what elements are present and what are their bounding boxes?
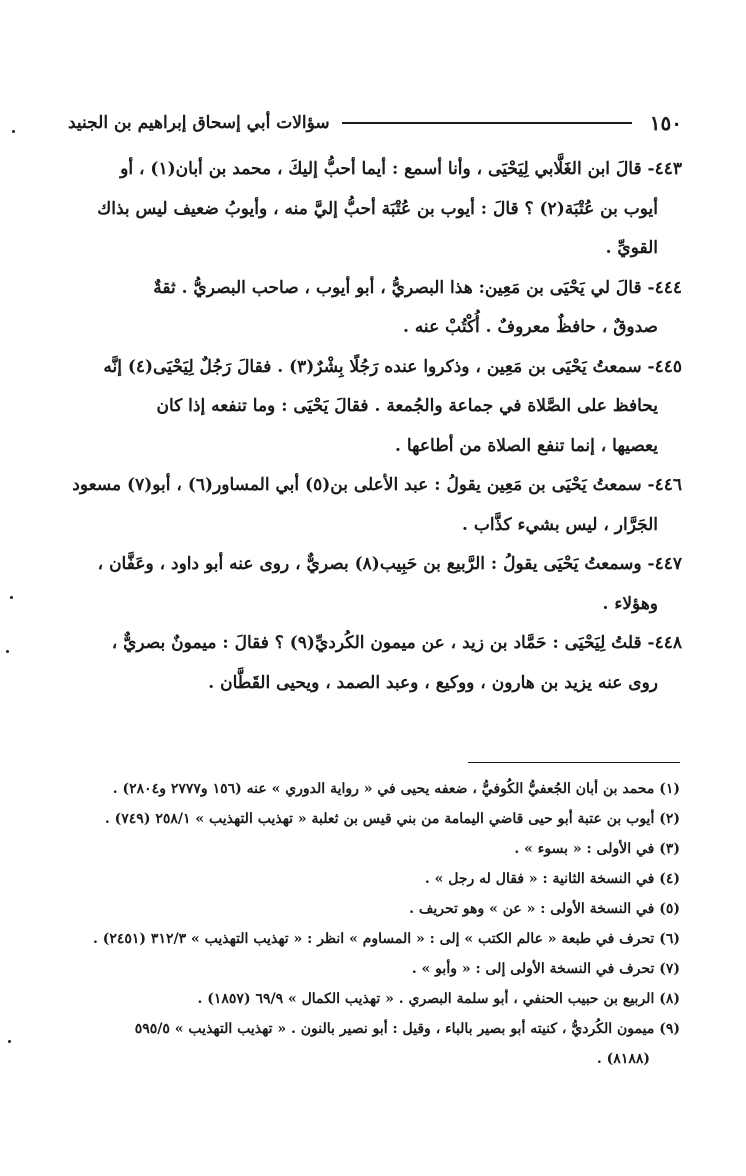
footnote-line: (٨١٨٨) . — [596, 1051, 650, 1067]
footnote-line: (٧) تحرف في النسخة الأولى إلى : « وأبو » . — [411, 961, 680, 977]
scan-speck — [10, 596, 13, 599]
footnote-line: (٦) تحرف في طبعة « عالم الكتب » إلى : « المساوم » انظر : « تهذيب التهذيب » ٣١٢/٣ (٢٤٥١) . — [92, 931, 680, 947]
entry-line: قالَ لي يَحْيَى بن مَعِين: هذا البصريُّ ، أبو أيوب ، صاحب البصريُّ . ثقةٌ — [153, 277, 642, 298]
entry-line: سمعتُ يَحْيَى بن مَعِين ، وذكروا عنده رَجُلًا بِشْرٌ(٣) . فقالَ رَجُلٌ لِيَحْيَى(٤) إنَّه — [103, 356, 642, 377]
entry-number: ٤٤٣- — [647, 159, 682, 179]
entry-446 — [68, 466, 682, 545]
scan-speck — [8, 1040, 11, 1043]
footnote-line: (٤) في النسخة الثانية : « فقال له رجل » . — [424, 871, 680, 887]
footnote-1 — [48, 774, 680, 804]
page-number: ١٥٠ — [649, 111, 682, 135]
entry-448 — [68, 624, 682, 703]
entry-line: قالَ ابن الغَلَّابي لِيَحْيَى ، وأنا أسمع : أيما أحبُّ إليكَ ، محمد بن أبان(١) ، أو — [120, 159, 642, 179]
entry-line: يعصيها ، إنما تنفع الصلاة من أطاعها . — [395, 435, 658, 456]
footnote-2 — [48, 804, 680, 834]
entry-line: الجَرَّار ، ليس بشيء كذَّاب . — [462, 514, 658, 535]
entry-number: ٤٤٥- — [647, 356, 682, 377]
entry-line: صدوقٌ ، حافظٌ معروفٌ . أُكْتُبْ عنه . — [402, 317, 658, 337]
entry-line: وسمعتُ يَحْيَى يقولُ : الرَّبيع بن حَبِيب(٨) بصريٌّ ، روى عنه أبو داود ، وعَفَّان ، — [97, 554, 642, 574]
main-text — [68, 150, 682, 703]
entry-number: ٤٤٤- — [647, 277, 682, 298]
page-header — [68, 108, 682, 138]
entry-447 — [68, 545, 682, 624]
book-title: سؤالات أبي إسحاق إبراهيم بن الجنيد — [68, 113, 330, 133]
footnote-line: (١) محمد بن أبان الجُعفيُّ الكُوفيُّ ، ضعفه يحيى في « رواية الدوري » عنه (١٥٦ و٢٧٧٧ و٢٨٠٤) . — [112, 781, 680, 797]
footnotes — [48, 774, 680, 1074]
footnote-line: (٨) الربيع بن حبيب الحنفي ، أبو سلمة البصري . « تهذيب الكمال » ٦٩/٩ (١٨٥٧) . — [197, 991, 680, 1007]
scan-speck — [6, 650, 9, 653]
footnote-4 — [48, 864, 680, 894]
entry-number: ٤٤٦- — [647, 475, 682, 495]
footnote-line: (٢) أيوب بن عتبة أبو حيى قاضي اليمامة من بني قيس بن ثعلبة « تهذيب التهذيب » ٢٥٨/١ (٧٤٩) . — [104, 811, 680, 827]
entry-line: سمعتُ يَحْيَى بن مَعِين يقولُ : عبد الأعلى بن(٥) أبي المساور(٦) ، أبو(٧) مسعود — [72, 475, 642, 495]
header-rule — [342, 122, 632, 124]
scan-speck — [12, 130, 15, 133]
footnote-line: (٩) ميمون الكُرديُّ ، كنيته أبو بصير بالباء ، وقيل : أبو نصير بالنون . « تهذيب التهذيب » ٥٩٥/٥ — [134, 1021, 680, 1037]
entry-line: روى عنه يزيد بن هارون ، ووكيع ، وعبد الصمد ، ويحيى القَطَّان . — [208, 672, 658, 693]
footnote-8 — [48, 984, 680, 1014]
footnote-7 — [48, 954, 680, 984]
entry-line: يحافظ على الصَّلاة في جماعة والجُمعة . فقالَ يَحْيَى : وما تنفعه إذا كان — [156, 396, 658, 416]
entry-444 — [68, 269, 682, 348]
entry-line: قلتُ لِيَحْيَى : حَمَّاد بن زيد ، عن ميمون الكُرديِّ(٩) ؟ فقالَ : ميمونٌ بصريٌّ ، — [111, 633, 642, 653]
footnote-line: (٣) في الأولى : « بسوء » . — [514, 841, 680, 857]
entry-443 — [68, 150, 682, 269]
entry-line: القويِّ . — [605, 238, 658, 258]
entry-line: أيوب بن عُتْبَة(٢) ؟ قالَ : أيوب بن عُتْبَة أحبُّ إليَّ منه ، وأيوبُ ضعيف ليس بذاك — [97, 198, 658, 219]
footnote-6 — [48, 924, 680, 954]
entry-445 — [68, 348, 682, 467]
footnote-divider — [468, 762, 680, 763]
entry-number: ٤٤٨- — [647, 633, 682, 653]
entry-number: ٤٤٧- — [647, 554, 682, 574]
entry-line: وهؤلاء . — [602, 593, 658, 614]
footnote-line: (٥) في النسخة الأولى : « عن » وهو تحريف . — [409, 901, 680, 917]
footnote-3 — [48, 834, 680, 864]
footnote-5 — [48, 894, 680, 924]
footnote-9 — [48, 1014, 680, 1074]
